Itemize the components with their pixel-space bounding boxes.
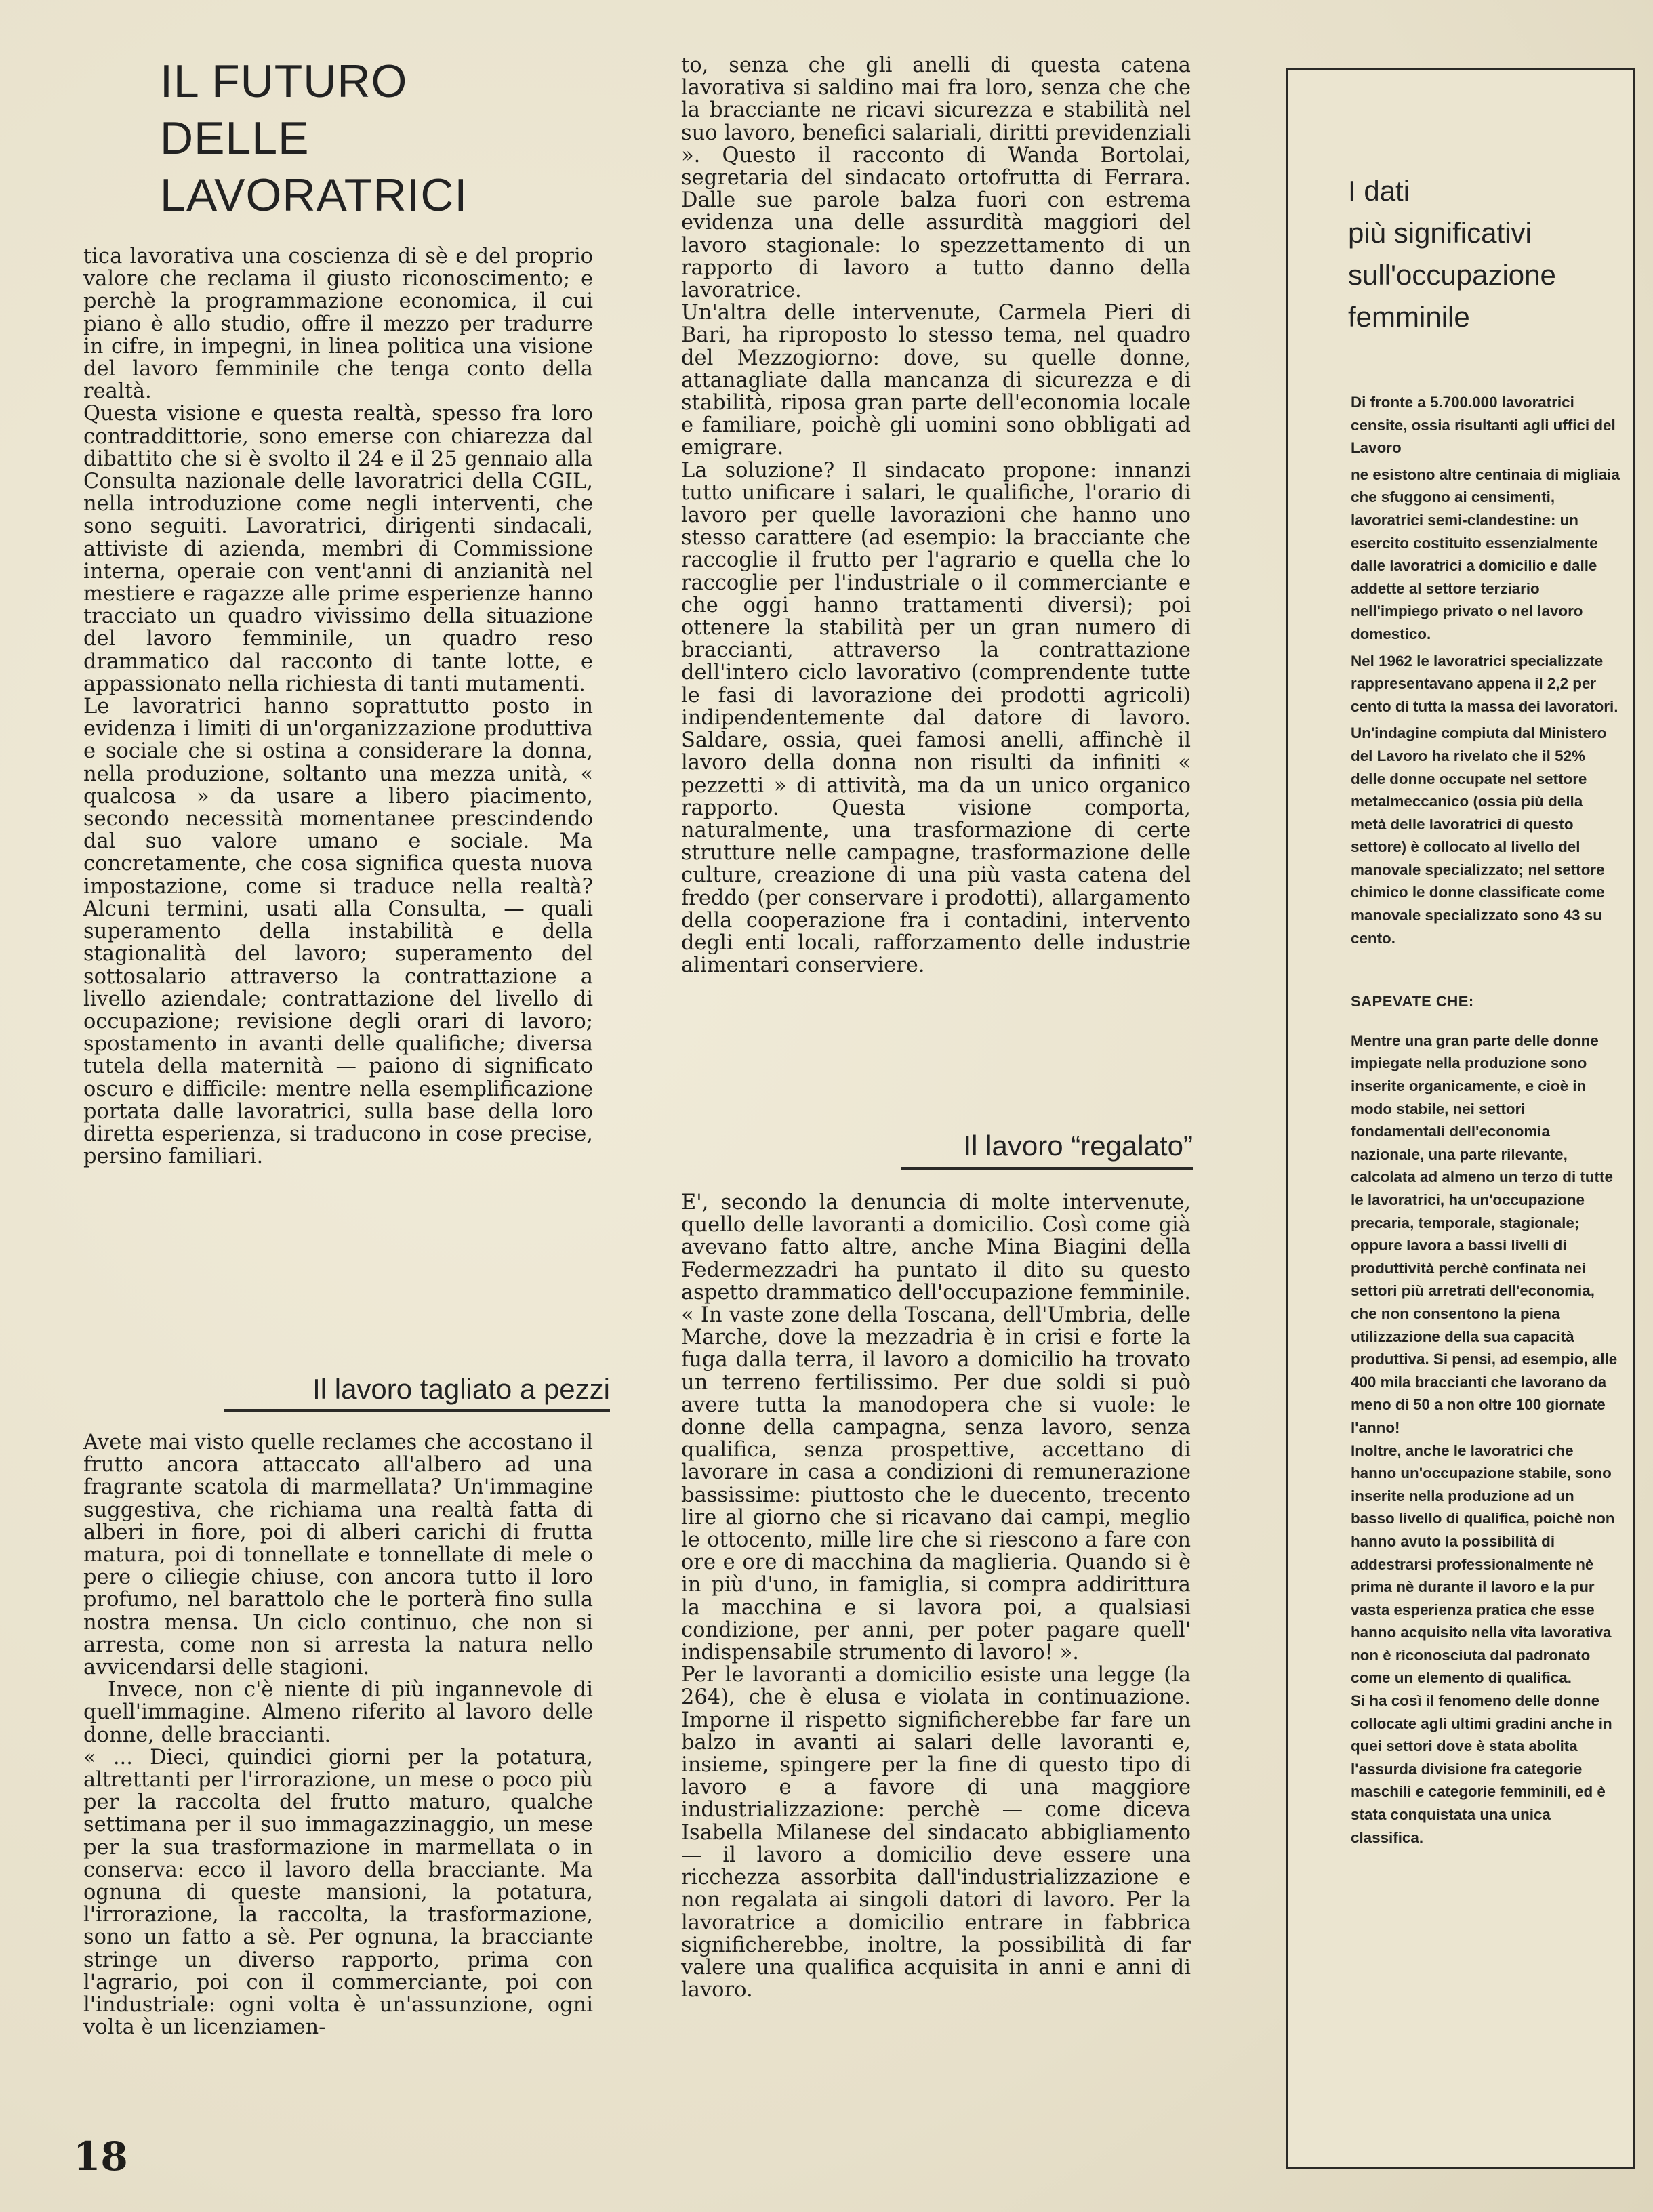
sidebar-title-line: femminile (1348, 301, 1470, 333)
sidebar-title-line: sull'occupazione (1348, 259, 1556, 291)
paragraph: Questa visione e questa realtà, spesso fra loro contraddittorie, sono emerse con chiarezza dal dibattito che si è svolto il 24 e il 25 gennaio alla Consulta nazionale delle lavoratrici della CGIL, nella introduzione come negli interventi, che sono seguiti. Lavoratrici, dirigenti sindacali, attiviste di azienda, membri di Commissione interna, operaie con vent'anni di anzianità nel mestiere e ragazze alle prime esperienze hanno tracciato un quadro vivissimo della situazione del lavoro femminile, un quadro reso drammatico dal racconto di tante lotte, e appassionato nella richiesta di tanti mutamenti. (83, 402, 593, 696)
sidebar-paragraph: Mentre una gran parte delle donne impiegate nella produzione sono inserite organicamente, e cioè in modo stabile, nei settori fondamentali dell'economia nazionale, una parte rilevante, calcolata ad almeno un terzo di tutte le lavoratrici, ha un'occupazione precaria, temporale, stagionale; oppure lavora a bassi livelli di produttività perchè confinata nei settori più arretrati dell'economia, che non consentono la piena utilizzazione della sua capacità produttiva. Si pensi, ad esempio, alle 400 mila braccianti che lavorano da meno di 50 a non oltre 100 giornate l'anno! (1351, 1031, 1618, 1436)
subheading-lavoro-tagliato: Il lavoro tagliato a pezzi (312, 1373, 610, 1405)
paragraph: Le lavoratrici hanno soprattutto posto in evidenza i limiti di un'organizzazione produttiva e sociale che si ostina a considerare la donna, nella produzione, soltanto una mezza unità, « qualcosa » da usare a libero piacimento, secondo necessità momentanee prescindendo dal suo valore umano e sociale. Ma concretamente, che cosa significa questa nuova impostazione, come si traduce nella realtà? Alcuni termini, usati alla Consulta, — quali superamento della instabilità e della stagionalità del lavoro; superamento del sottosalario attraverso la contrattazione a livello aziendale; contrattazione del livello di occupazione; revisione degli orari di lavoro; spostamento in avanti delle qualifiche; diversa tutela della maternità — paiono di significato oscuro e difficile: mentre nella esemplificazione portata dalle lavoratrici, sulla base della loro diretta esperienza, si traducono in cose precise, persino familiari. (83, 695, 593, 1169)
paragraph: to, senza che gli anelli di questa catena lavorativa si saldino mai fra loro, senza che che la bracciante ne ricavi sicurezza e stabilità nel suo lavoro, benefici salariali, diritti previdenziali ». Questo il racconto di Wanda Bortolai, segretaria del sindacato ortofrutta di Ferrara. Dalle sue parole balza fuori con estrema evidenza una delle assurdità maggiori del lavoro stagionale: lo spezzettamento di un rapporto di lavoro a tutto danno della lavoratrice. (681, 54, 1191, 303)
subheading-rule (901, 1167, 1193, 1170)
title-line-1: IL FUTURO (160, 56, 408, 107)
sidebar-title (1348, 170, 1619, 338)
paragraph: Invece, non c'è niente di più ingannevole di quell'immagine. Almeno riferito al lavoro delle donne, delle braccianti. (83, 1678, 593, 1747)
column-2-top (681, 54, 1191, 977)
title-line-2: DELLE LAVORATRICI (160, 112, 468, 221)
sidebar-paragraph: Si ha così il fenomeno delle donne collocate agli ultimi gradini anche in quei settori dove è stata abolita l'assurda divisione fra categorie maschili e categorie femminili, ed è stata conquistata una unica classifica. (1351, 1692, 1612, 1846)
paragraph: Un'altra delle intervenute, Carmela Pieri di Bari, ha riproposto lo stesso tema, nel quadro del Mezzogiorno: dove, su quelle donne, attanagliate dalla mancanza di sicurezza e di stabilità, riposa gran parte dell'economia locale e familiare, poichè gli uomini sono obbligati ad emigrare. (681, 301, 1191, 460)
sidebar-paragraph: ne esistono altre centinaia di migliaia che sfuggono ai censimenti, lavoratrici semi-clandestine: un esercito costituito essenzialmente dalle lavoratrici a domicilio e dalle addette al settore terziario nell'impiego privato o nel lavoro domestico. (1351, 466, 1620, 642)
paragraph: La soluzione? Il sindacato propone: innanzi tutto unificare i salari, le qualifiche, l'orario di lavoro per quelle lavorazioni che hanno uno stesso carattere (ad esempio: la bracciante che raccoglie il frutto per l'agrario e quella che lo raccoglie per l'industriale o il commerciante e che oggi hanno trattamenti diversi); poi ottenere la stabilità per un gran numero di braccianti, attraverso la contrattazione dell'intero ciclo lavorativo (comprendente tutte le fasi di lavorazione dei prodotti agricoli) indipendentemente dal datore di lavoro. Saldare, ossia, quei famosi anelli, affinchè il lavoro della donna non risulti da infiniti « pezzetti » di attività, ma da un unico organico rapporto. Questa visione comporta, naturalmente, una trasformazione di certe strutture nelle campagne, trasformazione delle culture, creazione di una più vasta catena del freddo (per conservare i prodotti), allargamento della cooperazione fra i contadini, intervento degli enti locali, rafforzamento delle industrie alimentari conserviere. (681, 458, 1191, 978)
page-number: 18 (73, 2133, 128, 2179)
paragraph: tica lavorativa una coscienza di sè e del proprio valore che reclama il giusto riconoscimento; e perchè la programmazione economica, il cui piano è allo studio, offre il mezzo per tradurre in cifre, in impegni, in linea politica una visione del lavoro femminile che tenga conto della realtà. (83, 245, 593, 404)
paragraph: Avete mai visto quelle reclames che accostano il frutto ancora attaccato all'albero ad una fragrante scatola di marmellata? Un'immagine suggestiva, che richiama una realtà fatta di alberi in fiore, poi di alberi carichi di frutta matura, poi di tonnellate e tonnellate di mele o pere o ciliegie chiuse, con ancora tutto il loro profumo, nel barattolo che le porterà fino sulla nostra mensa. Un ciclo continuo, che non si arresta, come non si arresta la natura nello avvicendarsi delle stagioni. (83, 1431, 593, 1680)
subheading-lavoro-regalato: Il lavoro “regalato” (963, 1130, 1193, 1162)
sidebar-body (1351, 391, 1622, 1849)
sidebar-paragraph: Un'indagine compiuta dal Ministero del Lavoro ha rivelato che il 52% delle donne occupate nel settore metalmeccanico (ossia più della metà delle lavoratrici di questo settore) è collocato al livello del manovale specializzato; nel settore chimico le donne classificate come manovale specializzato sono 43 su cento. (1351, 724, 1607, 947)
sidebar-box (1286, 68, 1635, 2169)
column-1-bottom (83, 1431, 593, 2039)
column-1-top (83, 245, 593, 1168)
sidebar-paragraph: Di fronte a 5.700.000 lavoratrici censite, ossia risultanti agli uffici del Lavoro (1351, 394, 1616, 457)
subheading-rule (224, 1409, 610, 1412)
paragraph: « ... Dieci, quindici giorni per la potatura, altrettanti per l'irrorazione, un mese o poco più per la raccolta del frutto maturo, qualche settimana per il suo immagazzinaggio, un mese per la sua trasformazione in marmellata o in conserva: ecco il lavoro della bracciante. Ma ognuna di queste mansioni, la potatura, l'irrorazione, la raccolta, la trasformazione, sono un fatto a sè. Per ognuna, la bracciante stringe un diverso rapporto, prima con l'agrario, poi con il commerciante, poi con l'industriale: ogni volta è un'assunzione, ogni volta è un licenziamen- (83, 1745, 593, 2040)
sidebar-title-line: I dati (1348, 175, 1410, 207)
paragraph: Per le lavoranti a domicilio esiste una legge (la 264), che è elusa e violata in continuazione. Imporne il rispetto significherebbe far fare un balzo in avanti ai salari delle lavoranti e, insieme, spingere per la fine di questo tipo di lavoro e a favore di una maggiore industrializzazione: perchè — come diceva Isabella Milanese del sindacato abbigliamento — il lavoro a domicilio deve essere una ricchezza assorbita dall'industrializzazione e non regalata ai singoli datori di lavoro. Per la lavoratrice a domicilio entrare in fabbrica significherebbe, inoltre, la possibilità di far valere una qualifica acquisita in anni e anni di lavoro. (681, 1663, 1191, 2003)
sidebar-paragraph: Nel 1962 le lavoratrici specializzate rappresentavano appena il 2,2 per cento di tutta la massa dei lavoratori. (1351, 652, 1618, 715)
sidebar-title-line: più significativi (1348, 217, 1532, 249)
sidebar-paragraph: Inoltre, anche le lavoratrici che hanno un'occupazione stabile, sono inserite nella produzione ad un basso livello di qualifica, poichè non hanno avuto la possibilità di addestrarsi professionalmente nè prima nè durante il lavoro e la pur vasta esperienza pratica che esse hanno acquisito nella vita lavorativa non è riconosciuta dal padronato come un elemento di qualifica. (1351, 1441, 1615, 1687)
sidebar-label: SAPEVATE CHE: (1351, 993, 1474, 1010)
paragraph: E', secondo la denuncia di molte intervenute, quello delle lavoranti a domicilio. Così come già avevano fatto altre, anche Mina Biagini della Federmezzadri ha puntato il dito su questo aspetto drammatico dell'occupazione femminile. « In vaste zone della Toscana, dell'Umbria, delle Marche, dove la mezzadria è in crisi e forte la fuga dalla terra, il lavoro a domicilio ha trovato un terreno fertilissimo. Per due soldi si può avere tutta la manodopera che si vuole: le donne della campagna, senza lavoro, senza qualifica, senza prospettive, accettano di lavorare in casa a condizioni di remunerazione bassissime: piuttosto che le duecento, trecento lire al giorno che si ricavano dai campi, meglio le ottocento, mille lire che si riescono a fare con ore e ore di macchina da maglieria. Quando si è in più d'uno, in famiglia, si compra addirittura la macchina e si lavora poi, a qualsiasi condizione, per anni, per poter pagare quell' indispensabile strumento di lavoro! ». (681, 1191, 1191, 1665)
column-2-bottom (681, 1191, 1191, 2001)
article-title (160, 53, 621, 224)
